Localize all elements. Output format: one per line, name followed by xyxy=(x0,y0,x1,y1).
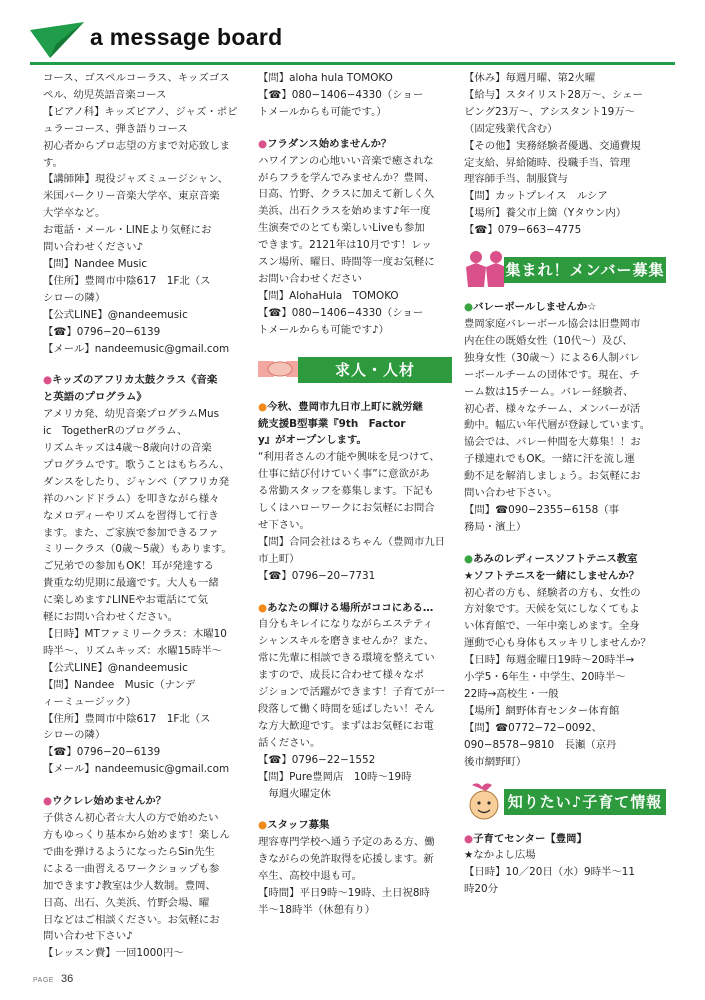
ukulele-class xyxy=(43,793,245,962)
jobs-banner-title: 求人・人材 xyxy=(298,357,452,383)
text-line: 問い合わせください♪ xyxy=(43,241,144,254)
text-line: 【問】Nandee Music（ナンデ xyxy=(43,678,196,691)
text-line: お電話・メール・LINEより気軽にお xyxy=(43,224,212,237)
text-line: 自分もキレイになりながらエステティ xyxy=(258,618,433,631)
column-2 xyxy=(258,70,452,970)
text-line: ハワイアンの心地いい音楽で癒されな xyxy=(258,154,434,167)
text-line: 後市網野町） xyxy=(464,755,527,768)
text-line: 【☎】0796−20−6139 xyxy=(43,746,161,759)
jobs-banner xyxy=(258,349,452,389)
text-line: 小学5・6年生・中学生、20時半〜 xyxy=(464,671,626,684)
text-line: 時半〜、リズムキッズ：水曜15時半〜 xyxy=(43,644,223,657)
section-title: 続支援B型事業『9th Factor xyxy=(258,417,406,430)
column-3 xyxy=(464,70,666,970)
section-title-text: ウクレレ始めませんか？ xyxy=(52,795,167,808)
section-title-text: スタッフ募集 xyxy=(267,819,330,832)
text-line: 【公式LINE】@nandeemusic xyxy=(43,661,188,674)
page-number: 36 xyxy=(61,973,74,985)
text-line: 方もゆっくり基本から始めます！楽しん xyxy=(43,828,230,841)
text-line: 日などはご相談ください。お気軽にお xyxy=(43,913,220,926)
text-line: 務局・濱上） xyxy=(464,520,527,533)
text-line: せ下さい。 xyxy=(258,518,310,531)
text-line: スン場所、曜日、時間等一度お気軽に xyxy=(258,256,435,269)
text-line: 子様連れでもOK。一緒に汗を流し運 xyxy=(464,453,635,466)
text-line: ダンスをしたり、ジャンベ（アフリカ発 xyxy=(43,475,230,488)
section-title xyxy=(43,372,245,389)
bullet-icon: ● xyxy=(258,819,268,832)
text-line: 【日時】MTファミリークラス：木曜10 xyxy=(43,628,227,640)
text-line: 市上町） xyxy=(258,552,300,565)
text-line: 【問】aloha hula TOMOKO xyxy=(258,72,393,84)
text-line: トメールからも可能です。） xyxy=(258,105,387,118)
section-title-text: バレーボールしませんか☆ xyxy=(473,301,597,314)
text-line: 貴重な幼児期に最適です。大人も一緒 xyxy=(43,577,219,590)
text-line: シャンスキルを磨きませんか？また、 xyxy=(258,635,435,648)
childcare-banner-title: 知りたい♪子育て情報 xyxy=(504,789,666,815)
text-line: 【問】AlohaHula TOMOKO xyxy=(258,289,399,302)
text-line: 豊岡家庭バレーボール協会は旧豊岡市 xyxy=(464,317,641,330)
section-title: y』がオープンします。 xyxy=(258,434,367,447)
text-line: な方大歓迎です。まずはお気軽にお電 xyxy=(258,719,434,732)
text-line: 【☎】0796−20−6139 xyxy=(43,325,161,338)
text-line: コース、ゴスペルコーラス、キッズゴス xyxy=(43,72,230,84)
bullet-icon: ● xyxy=(43,795,53,808)
text-line: ジションで活躍ができます！子育てが一 xyxy=(258,686,445,699)
text-line: なメロディーやリズムを習得して行き xyxy=(43,509,219,522)
text-line: きながらの免許取得を応援します。新 xyxy=(258,853,434,866)
section-title xyxy=(464,831,666,848)
text-line: で曲を弾けるようになったらSin先生 xyxy=(43,845,215,858)
text-line: 理容師手当、制服貸与 xyxy=(464,173,568,186)
text-line: る常勤スタッフを募集します。下記も xyxy=(258,485,434,498)
text-line: 時20分 xyxy=(464,883,499,896)
text-line: ic TogetherRのプログラム、 xyxy=(43,425,188,438)
section-title xyxy=(258,817,452,834)
factory-job xyxy=(258,399,452,585)
text-line: 日高、竹野、クラスに加えて新しく久 xyxy=(258,188,435,201)
text-line: 美浜、出石クラスを始めます♪年一度 xyxy=(258,205,431,218)
text-line: ィーミュージック） xyxy=(43,695,137,708)
text-line: 半〜18時半（休憩有り） xyxy=(258,903,376,916)
text-line: 【メール】nandeemusic@gmail.com xyxy=(43,342,230,355)
text-line: 【ピアノ科】キッズピアノ、ジャズ・ポピ xyxy=(43,105,238,118)
text-line: しくはハローワークにお気軽にお問合 xyxy=(258,502,435,515)
section-title xyxy=(258,136,452,153)
text-line: ペル、幼児英語音楽コース xyxy=(43,88,167,101)
tennis-recruit xyxy=(464,551,666,771)
section-title xyxy=(258,600,452,617)
text-line: 独身女性（30歳〜）による6人制バレ xyxy=(464,351,640,364)
text-line: 【問】Nandee Music xyxy=(43,257,148,270)
text-line: ビング23万〜、アシスタント19万〜 xyxy=(464,105,635,118)
text-line: 初心者、様々なチーム、メンバーが活 xyxy=(464,402,641,415)
section-title-text: あみのレディースソフトテニス教室 xyxy=(473,552,638,565)
text-line: 【問】☎0772−72−0092、 xyxy=(464,721,603,734)
section-title xyxy=(464,299,666,316)
text-line: 【場所】養父市上箇（Yタウン内） xyxy=(464,207,627,220)
text-line: 22時→高校生・一般 xyxy=(464,688,559,700)
text-line: 【問】カットプレイス ルシア xyxy=(464,190,608,203)
text-line: ますので、成長に合わせて様々なポ xyxy=(258,669,425,682)
text-line: 加できます♪教室は少人数制。豊岡、 xyxy=(43,879,216,892)
text-line: 【住所】豊岡市中陰617 1F北（ス xyxy=(43,712,211,725)
text-line: 米国バークリー音楽大学卒、東京音楽 xyxy=(43,190,220,203)
text-line: 初心者の方も、経験者の方も、女性の xyxy=(464,586,641,599)
bullet-icon: ● xyxy=(258,137,268,150)
section-title-text: 今秋、豊岡市九日市上町に就労継 xyxy=(267,400,423,413)
text-line: 大学卒など。 xyxy=(43,207,106,220)
text-line: 日高、出石、久美浜、竹野会場、曜 xyxy=(43,896,210,909)
volleyball-recruit xyxy=(464,299,666,536)
salon-details xyxy=(464,70,666,239)
text-line: 方対象です。天候を気にしなくてもよ xyxy=(464,603,640,616)
text-line: 【☎】0796−22−1552 xyxy=(258,753,376,766)
section-title xyxy=(464,551,666,568)
text-line: 卒生、高校中退も可。 xyxy=(258,870,362,883)
members-banner-title: 集まれ！メンバー募集 xyxy=(504,257,666,283)
text-line: トメールからも可能です♪） xyxy=(258,323,390,336)
bullet-icon: ● xyxy=(464,552,474,565)
bullet-icon: ● xyxy=(43,374,53,387)
text-line: 【公式LINE】@nandeemusic xyxy=(43,308,188,321)
text-line: 動不足を解消しましょう。お気軽にお xyxy=(464,470,641,483)
aloha-contact xyxy=(258,70,452,121)
hula-class xyxy=(258,136,452,339)
text-line: 子供さん初心者☆大人の方で始めたい xyxy=(43,812,219,825)
text-line: ます。また、ご家族で参加できるファ xyxy=(43,526,219,539)
text-line: リズムキッズは4歳〜8歳向けの音楽 xyxy=(43,442,212,455)
text-line: 【☎】080−1406−4330（ショー xyxy=(258,88,424,101)
text-line: ュラーコース、弾き語りコース xyxy=(43,122,188,135)
text-line: 協会では、バレー仲間を大募集！！お xyxy=(464,436,641,449)
page-header xyxy=(0,0,705,62)
text-line: 【☎】079−663−4775 xyxy=(464,224,582,237)
text-line: 【問】合同会社はるちゃん（豊岡市九日 xyxy=(258,535,446,548)
section-title xyxy=(258,399,452,416)
text-line: 問い合わせ下さい。 xyxy=(464,487,558,500)
music-school-continued xyxy=(43,70,245,357)
text-line: シローの隣） xyxy=(43,729,106,742)
text-line: ーム数は15チーム。バレー経験者、 xyxy=(464,385,634,398)
text-line: 仕事に結び付けていく事”に意欲があ xyxy=(258,468,430,481)
text-line: 【講師陣】現役ジャズミュージシャン、 xyxy=(43,173,229,186)
text-line: 【日時】10／20日（水）9時半〜11 xyxy=(464,866,635,879)
text-line: 【場所】網野体育センター体育館 xyxy=(464,704,620,717)
staff-job xyxy=(258,817,452,918)
text-line: 定支給、昇給随時、役職手当、管理 xyxy=(464,156,631,169)
section-title xyxy=(43,793,245,810)
text-line: 段落して働く時間を延ばしたい！そん xyxy=(258,703,435,715)
bullet-icon: ● xyxy=(258,400,268,413)
text-line: できます。2121年は10月です！レッ xyxy=(258,239,432,252)
page-footer xyxy=(33,973,73,985)
text-line: 祥のハンドドラム）を叩きながら様々 xyxy=(43,492,220,505)
text-line: ミリークラス（0歳〜5歳）もあります。 xyxy=(43,543,232,556)
text-line: い体育館で、一年中楽しめます。全身 xyxy=(464,620,640,633)
text-line: ご兄弟での参加もOK！耳が発達する xyxy=(43,560,214,573)
section-title: ★ソフトテニスを一緒にしませんか？ xyxy=(464,569,640,582)
text-line: シローの隣） xyxy=(43,291,106,304)
paper-plane-icon xyxy=(30,22,84,58)
text-line: 【☎】080−1406−4330（ショー xyxy=(258,306,424,319)
text-line: 【時間】平日9時〜19時、土日祝8時 xyxy=(258,887,430,900)
text-line: 生演奏でのとても楽しいLiveも参加 xyxy=(258,222,425,235)
text-line: プログラムです。歌うことはもちろん、 xyxy=(43,458,230,471)
text-line: 【日時】毎週金曜日19時〜20時半→ xyxy=(464,654,635,667)
text-line: ーボールチームの団体です。現在、チ xyxy=(464,368,640,381)
text-line: 内在住の既婚女性（10代〜）及び、 xyxy=(464,334,633,347)
members-banner xyxy=(464,249,666,289)
text-line: 【レッスン費】一回1000円〜 xyxy=(43,947,184,960)
text-line: 毎週火曜定休 xyxy=(258,787,331,800)
text-line: がらフラを学んでみませんか？豊岡、 xyxy=(258,171,435,184)
text-line: 常に先輩に相談できる環境を整えてい xyxy=(258,652,435,665)
childcare-center xyxy=(464,831,666,899)
text-line: お問い合わせください xyxy=(258,272,362,285)
text-line: 運動で心も身体もスッキリしませんか？ xyxy=(464,637,651,650)
header-rule xyxy=(30,62,675,65)
page-title: a message board xyxy=(90,24,283,50)
text-line: 【問】☎090−2355−6158（事 xyxy=(464,503,620,516)
text-line: アメリカ発、幼児音楽プログラムMus xyxy=(43,408,219,421)
text-line: 090−8578−9810 長瀬（京丹 xyxy=(464,738,617,751)
bullet-icon: ● xyxy=(464,301,474,314)
text-line: 問い合わせ下さい♪ xyxy=(43,930,133,943)
section-title-text: 子育てセンター【豊岡】 xyxy=(473,832,587,845)
text-line: “利用者さんの才能や興味を見つけて、 xyxy=(258,451,440,464)
text-line: 【☎】0796−20−7731 xyxy=(258,569,376,582)
esthe-job xyxy=(258,600,452,803)
text-line: 理容専門学校へ通う予定のある方、働 xyxy=(258,836,435,849)
text-line: 動中。幅広い年代層が登録しています。 xyxy=(464,419,651,432)
kids-drum-class xyxy=(43,372,245,778)
text-line: 【メール】nandeemusic@gmail.com xyxy=(43,763,230,776)
text-line: 【その他】実務経験者優遇、交通費規 xyxy=(464,139,641,152)
text-line: 軽にお問い合わせください。 xyxy=(43,611,179,624)
text-line: ★なかよし広場 xyxy=(464,849,536,862)
childcare-banner xyxy=(464,781,666,821)
section-title: と英語のプログラム》 xyxy=(43,391,147,404)
bullet-icon: ● xyxy=(464,832,474,845)
section-title-text: フラダンス始めませんか？ xyxy=(267,137,392,150)
text-line: 【給与】スタイリスト28万〜、シェー xyxy=(464,88,643,101)
text-line: 【住所】豊岡市中陰617 1F北（ス xyxy=(43,274,211,287)
page-label: PAGE xyxy=(33,977,54,984)
text-line: （固定残業代含む） xyxy=(464,122,558,135)
child-face-icon xyxy=(464,781,508,821)
text-line: による一曲習えるワークショップも参 xyxy=(43,862,220,875)
handshake-icon xyxy=(258,349,302,389)
people-icon xyxy=(464,249,508,289)
bullet-icon: ● xyxy=(258,601,268,614)
section-title-text: キッズのアフリカ太鼓クラス《音楽 xyxy=(52,374,218,387)
text-line: 【休み】毎週月曜、第2火曜 xyxy=(464,72,596,84)
text-line: 話ください。 xyxy=(258,736,321,749)
column-1 xyxy=(43,70,245,970)
section-title-text: あなたの輝ける場所がココにある… xyxy=(267,601,434,614)
text-line: に楽しめます♪LINEやお電話にて気 xyxy=(43,594,208,607)
text-line: 【問】Pure豊岡店 10時〜19時 xyxy=(258,770,412,783)
text-line: 初心者からプロ志望の方まで対応致します。 xyxy=(43,139,231,169)
